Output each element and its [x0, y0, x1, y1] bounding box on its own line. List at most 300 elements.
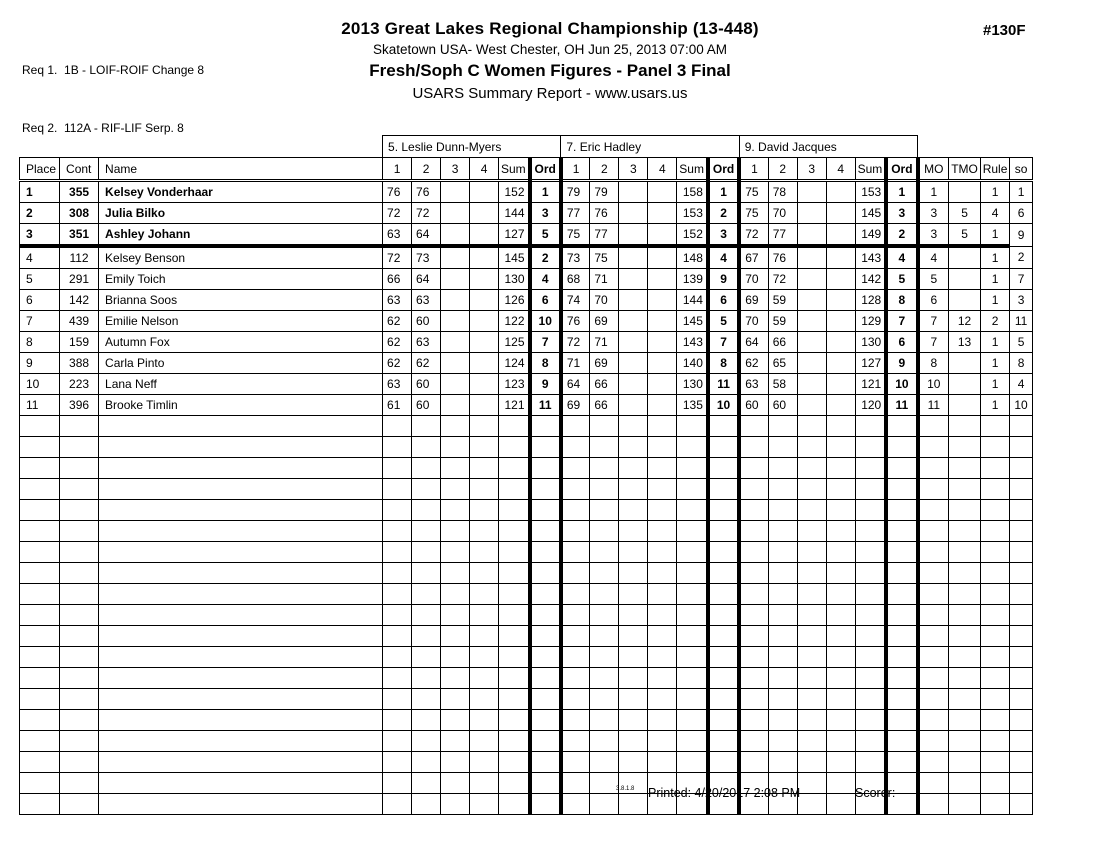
- cell-so: 10: [1010, 395, 1033, 416]
- empty-row: [20, 500, 1033, 521]
- cell-judge1-score2: [412, 416, 441, 437]
- cell-judge1-score4: [470, 311, 499, 332]
- cell-judge3-ord: [886, 605, 917, 626]
- empty-row: [20, 752, 1033, 773]
- cell-so: 7: [1010, 269, 1033, 290]
- cell-judge2-score2: [590, 668, 619, 689]
- cell-so: [1010, 584, 1033, 605]
- cell-skater-name: [99, 752, 383, 773]
- cell-judge1-score3: [441, 479, 470, 500]
- cell-skater-name: [99, 542, 383, 563]
- cell-mo: [918, 710, 949, 731]
- cell-judge1-ord: 3: [530, 203, 561, 224]
- cell-judge3-sum: [855, 521, 886, 542]
- cell-mo: 10: [918, 374, 949, 395]
- cell-judge1-score3: [441, 458, 470, 479]
- cell-judge1-score1: [383, 521, 412, 542]
- cell-judge2-score2: [590, 605, 619, 626]
- header-spacer-left: [20, 136, 383, 158]
- cell-judge3-score3: [797, 395, 826, 416]
- cell-judge3-score2: [768, 437, 797, 458]
- cell-skater-name: [99, 437, 383, 458]
- cell-judge3-ord: [886, 668, 917, 689]
- cell-skater-name: [99, 668, 383, 689]
- cell-judge1-ord: [530, 458, 561, 479]
- cell-judge2-score3: [619, 395, 648, 416]
- cell-judge1-sum: [499, 458, 530, 479]
- cell-skater-name: [99, 563, 383, 584]
- cell-judge3-score4: [826, 710, 855, 731]
- col-header-mo: MO: [918, 158, 949, 181]
- cell-judge2-ord: 3: [708, 224, 739, 247]
- result-row: [20, 332, 1033, 353]
- cell-judge1-ord: [530, 437, 561, 458]
- cell-judge1-score3: [441, 731, 470, 752]
- cell-tmo: [949, 563, 981, 584]
- cell-judge3-score4: [826, 500, 855, 521]
- cell-judge1-score3: [441, 500, 470, 521]
- cell-judge2-ord: [708, 584, 739, 605]
- cell-judge3-sum: 121: [855, 374, 886, 395]
- col-header-judge1-ord: Ord: [530, 158, 561, 181]
- cell-judge3-score2: 66: [768, 332, 797, 353]
- cell-judge3-score3: [797, 626, 826, 647]
- cell-judge2-score4: [648, 584, 677, 605]
- cell-tmo: [949, 416, 981, 437]
- cell-judge2-score3: [619, 269, 648, 290]
- cell-contestant-number: [60, 752, 99, 773]
- cell-judge2-score4: [648, 605, 677, 626]
- cell-rule: 1: [981, 332, 1010, 353]
- cell-judge1-score4: [470, 395, 499, 416]
- cell-judge2-score4: [648, 689, 677, 710]
- cell-judge3-sum: [855, 479, 886, 500]
- cell-tmo: [949, 353, 981, 374]
- printed-timestamp: Printed: 4/20/2017 2:08 PM: [648, 786, 801, 800]
- empty-row: [20, 521, 1033, 542]
- cell-judge2-score2: [590, 710, 619, 731]
- cell-judge3-score1: [739, 626, 768, 647]
- cell-judge3-ord: 2: [886, 224, 917, 247]
- empty-row: [20, 479, 1033, 500]
- cell-judge2-ord: [708, 563, 739, 584]
- cell-judge2-score4: [648, 416, 677, 437]
- cell-judge1-score3: [441, 626, 470, 647]
- cell-judge3-score4: [826, 311, 855, 332]
- cell-judge1-score3: [441, 584, 470, 605]
- cell-judge2-score1: [561, 647, 590, 668]
- cell-judge1-ord: [530, 647, 561, 668]
- cell-judge1-score2: [412, 752, 441, 773]
- cell-judge1-score4: [470, 752, 499, 773]
- cell-judge2-ord: 2: [708, 203, 739, 224]
- cell-judge3-sum: [855, 626, 886, 647]
- empty-row: [20, 542, 1033, 563]
- cell-judge1-sum: 144: [499, 203, 530, 224]
- cell-judge2-score2: [590, 584, 619, 605]
- cell-judge2-score4: [648, 626, 677, 647]
- col-header-judge1-2: 2: [412, 158, 441, 181]
- cell-judge2-ord: [708, 647, 739, 668]
- cell-contestant-number: [60, 479, 99, 500]
- cell-judge3-ord: [886, 458, 917, 479]
- cell-judge3-score2: 70: [768, 203, 797, 224]
- cell-tmo: [949, 584, 981, 605]
- cell-judge3-score1: 69: [739, 290, 768, 311]
- cell-judge1-sum: [499, 626, 530, 647]
- cell-judge3-score3: [797, 311, 826, 332]
- col-header-judge3-1: 1: [739, 158, 768, 181]
- cell-judge3-score4: [826, 416, 855, 437]
- cell-judge2-score3: [619, 479, 648, 500]
- cell-place: [20, 668, 60, 689]
- cell-judge2-score1: 77: [561, 203, 590, 224]
- cell-judge3-score3: [797, 752, 826, 773]
- cell-judge1-sum: [499, 437, 530, 458]
- cell-rule: [981, 521, 1010, 542]
- cell-judge1-sum: 130: [499, 269, 530, 290]
- cell-judge1-score1: [383, 647, 412, 668]
- cell-judge1-score2: [412, 500, 441, 521]
- cell-judge1-sum: [499, 647, 530, 668]
- cell-judge1-score4: [470, 731, 499, 752]
- cell-judge2-ord: 1: [708, 181, 739, 203]
- cell-judge1-score4: [470, 542, 499, 563]
- result-row: [20, 269, 1033, 290]
- cell-judge3-score3: [797, 521, 826, 542]
- cell-judge2-score2: 69: [590, 353, 619, 374]
- cell-judge3-score2: [768, 563, 797, 584]
- cell-tmo: [949, 752, 981, 773]
- cell-judge1-sum: 124: [499, 353, 530, 374]
- cell-judge3-score2: [768, 458, 797, 479]
- cell-judge1-ord: 2: [530, 246, 561, 269]
- cell-judge1-score1: 72: [383, 246, 412, 269]
- cell-judge3-sum: [855, 752, 886, 773]
- cell-judge1-ord: [530, 668, 561, 689]
- cell-so: [1010, 542, 1033, 563]
- cell-mo: 3: [918, 203, 949, 224]
- cell-judge3-score1: [739, 458, 768, 479]
- cell-judge3-score2: 60: [768, 395, 797, 416]
- cell-mo: 4: [918, 246, 949, 269]
- cell-judge3-ord: [886, 626, 917, 647]
- cell-judge1-sum: [499, 521, 530, 542]
- cell-judge3-ord: 4: [886, 246, 917, 269]
- cell-judge1-score1: [383, 626, 412, 647]
- cell-tmo: [949, 710, 981, 731]
- cell-judge2-sum: [677, 668, 708, 689]
- cell-contestant-number: 396: [60, 395, 99, 416]
- cell-judge1-score1: 62: [383, 311, 412, 332]
- cell-judge1-score3: [441, 605, 470, 626]
- cell-judge1-score1: [383, 752, 412, 773]
- cell-skater-name: Carla Pinto: [99, 353, 383, 374]
- cell-judge1-sum: [499, 605, 530, 626]
- cell-judge1-score1: 62: [383, 353, 412, 374]
- cell-contestant-number: 351: [60, 224, 99, 247]
- cell-judge2-ord: [708, 479, 739, 500]
- col-header-judge2-1: 1: [561, 158, 590, 181]
- cell-skater-name: Brooke Timlin: [99, 395, 383, 416]
- cell-judge2-score2: 66: [590, 374, 619, 395]
- cell-judge3-score1: [739, 605, 768, 626]
- cell-mo: 3: [918, 224, 949, 247]
- cell-judge3-score4: [826, 605, 855, 626]
- cell-judge3-score2: [768, 626, 797, 647]
- cell-judge1-score1: [383, 479, 412, 500]
- cell-contestant-number: [60, 542, 99, 563]
- cell-so: 5: [1010, 332, 1033, 353]
- cell-mo: [918, 689, 949, 710]
- cell-judge3-score4: [826, 290, 855, 311]
- cell-judge2-score3: [619, 584, 648, 605]
- cell-rule: [981, 563, 1010, 584]
- cell-contestant-number: 355: [60, 181, 99, 203]
- cell-judge3-ord: [886, 689, 917, 710]
- cell-judge1-score4: [470, 626, 499, 647]
- cell-judge2-ord: 11: [708, 374, 739, 395]
- result-row: [20, 181, 1033, 203]
- cell-judge1-score4: [470, 479, 499, 500]
- cell-judge2-score4: [648, 290, 677, 311]
- cell-judge2-score4: [648, 710, 677, 731]
- cell-judge2-score1: [561, 668, 590, 689]
- cell-judge3-score1: [739, 689, 768, 710]
- cell-judge2-score4: [648, 395, 677, 416]
- cell-judge2-score2: 66: [590, 395, 619, 416]
- cell-contestant-number: [60, 710, 99, 731]
- cell-judge2-score1: 73: [561, 246, 590, 269]
- cell-judge2-sum: [677, 626, 708, 647]
- cell-judge3-ord: 11: [886, 395, 917, 416]
- cell-judge3-score1: 70: [739, 269, 768, 290]
- cell-mo: [918, 479, 949, 500]
- cell-judge2-score1: 79: [561, 181, 590, 203]
- cell-judge3-score2: [768, 731, 797, 752]
- cell-judge2-sum: 158: [677, 181, 708, 203]
- cell-judge3-score1: 60: [739, 395, 768, 416]
- col-header-judge2-4: 4: [648, 158, 677, 181]
- cell-judge2-ord: [708, 521, 739, 542]
- col-header-judge2-2: 2: [590, 158, 619, 181]
- cell-skater-name: [99, 479, 383, 500]
- empty-row: [20, 668, 1033, 689]
- cell-judge2-sum: 153: [677, 203, 708, 224]
- cell-judge2-score3: [619, 689, 648, 710]
- cell-judge3-score3: [797, 542, 826, 563]
- cell-judge1-sum: 145: [499, 246, 530, 269]
- cell-rule: [981, 458, 1010, 479]
- cell-judge1-ord: 11: [530, 395, 561, 416]
- cell-place: 10: [20, 374, 60, 395]
- cell-tmo: 13: [949, 332, 981, 353]
- cell-judge2-score3: [619, 731, 648, 752]
- cell-so: [1010, 479, 1033, 500]
- cell-judge2-score4: [648, 203, 677, 224]
- cell-judge2-ord: [708, 605, 739, 626]
- cell-judge3-sum: [855, 584, 886, 605]
- cell-so: [1010, 521, 1033, 542]
- cell-judge1-score4: [470, 647, 499, 668]
- col-header-judge1-sum: Sum: [499, 158, 530, 181]
- cell-judge1-score3: [441, 542, 470, 563]
- col-header-judge1-1: 1: [383, 158, 412, 181]
- cell-judge3-score4: [826, 246, 855, 269]
- cell-skater-name: Julia Bilko: [99, 203, 383, 224]
- cell-judge1-ord: [530, 731, 561, 752]
- col-header-judge3-3: 3: [797, 158, 826, 181]
- cell-rule: 1: [981, 269, 1010, 290]
- cell-judge3-score1: [739, 416, 768, 437]
- cell-judge2-ord: 7: [708, 332, 739, 353]
- cell-judge1-sum: 123: [499, 374, 530, 395]
- cell-skater-name: Ashley Johann: [99, 224, 383, 247]
- cell-judge2-sum: [677, 710, 708, 731]
- cell-judge2-score4: [648, 563, 677, 584]
- cell-judge1-score2: 60: [412, 311, 441, 332]
- col-header-tmo: TMO: [949, 158, 981, 181]
- cell-judge1-ord: [530, 416, 561, 437]
- cell-judge2-score2: 70: [590, 290, 619, 311]
- cell-judge3-score2: 78: [768, 181, 797, 203]
- cell-judge3-score3: [797, 246, 826, 269]
- cell-judge1-score2: [412, 437, 441, 458]
- cell-judge1-score4: [470, 416, 499, 437]
- cell-judge3-score4: [826, 203, 855, 224]
- cell-judge3-score3: [797, 181, 826, 203]
- cell-judge2-sum: [677, 416, 708, 437]
- cell-judge2-ord: 5: [708, 311, 739, 332]
- cell-place: 3: [20, 224, 60, 247]
- cell-tmo: [949, 542, 981, 563]
- cell-skater-name: Kelsey Benson: [99, 246, 383, 269]
- cell-judge2-sum: [677, 458, 708, 479]
- cell-judge1-ord: [530, 752, 561, 773]
- cell-judge3-score4: [826, 647, 855, 668]
- cell-judge1-score2: [412, 458, 441, 479]
- cell-judge3-score1: 72: [739, 224, 768, 247]
- cell-place: 6: [20, 290, 60, 311]
- cell-judge2-score1: [561, 416, 590, 437]
- cell-so: 3: [1010, 290, 1033, 311]
- cell-judge1-score1: [383, 542, 412, 563]
- cell-tmo: [949, 605, 981, 626]
- cell-judge2-score4: [648, 246, 677, 269]
- cell-judge1-score4: [470, 668, 499, 689]
- cell-judge2-score1: [561, 584, 590, 605]
- cell-judge2-score4: [648, 752, 677, 773]
- cell-tmo: [949, 521, 981, 542]
- cell-judge1-score4: [470, 458, 499, 479]
- cell-mo: [918, 542, 949, 563]
- cell-so: [1010, 731, 1033, 752]
- cell-judge1-score3: [441, 374, 470, 395]
- cell-judge3-ord: 9: [886, 353, 917, 374]
- cell-judge2-score3: [619, 500, 648, 521]
- cell-place: [20, 416, 60, 437]
- empty-row: [20, 605, 1033, 626]
- cell-rule: [981, 752, 1010, 773]
- cell-judge3-score2: [768, 710, 797, 731]
- cell-judge1-score2: [412, 521, 441, 542]
- cell-judge2-score1: 69: [561, 395, 590, 416]
- cell-judge3-sum: 142: [855, 269, 886, 290]
- cell-judge3-sum: [855, 500, 886, 521]
- cell-judge3-score4: [826, 374, 855, 395]
- cell-judge1-score2: [412, 731, 441, 752]
- cell-so: [1010, 500, 1033, 521]
- col-header-rule: Rule: [981, 158, 1010, 181]
- cell-judge1-ord: 8: [530, 353, 561, 374]
- cell-mo: [918, 416, 949, 437]
- cell-judge1-ord: 5: [530, 224, 561, 247]
- cell-judge2-score3: [619, 458, 648, 479]
- cell-place: [20, 605, 60, 626]
- cell-judge3-score1: [739, 752, 768, 773]
- cell-judge3-score2: [768, 584, 797, 605]
- cell-contestant-number: [60, 626, 99, 647]
- cell-judge1-score2: [412, 689, 441, 710]
- cell-judge2-score1: 64: [561, 374, 590, 395]
- cell-so: [1010, 605, 1033, 626]
- cell-judge3-score4: [826, 479, 855, 500]
- cell-judge2-sum: 144: [677, 290, 708, 311]
- cell-judge1-sum: 126: [499, 290, 530, 311]
- cell-tmo: [949, 731, 981, 752]
- cell-mo: 7: [918, 311, 949, 332]
- cell-judge2-sum: [677, 563, 708, 584]
- cell-judge1-ord: 9: [530, 374, 561, 395]
- cell-judge2-score2: [590, 542, 619, 563]
- cell-judge1-score4: [470, 224, 499, 247]
- col-header-name: Name: [99, 158, 383, 181]
- cell-judge3-score3: [797, 353, 826, 374]
- cell-judge1-score4: [470, 689, 499, 710]
- cell-judge3-score1: 75: [739, 203, 768, 224]
- cell-tmo: 5: [949, 203, 981, 224]
- cell-rule: 1: [981, 246, 1010, 269]
- req-line-2: Req 2. 112A - RIF-LIF Serp. 8: [22, 120, 184, 135]
- cell-judge3-sum: [855, 668, 886, 689]
- cell-judge1-score2: 63: [412, 290, 441, 311]
- cell-tmo: [949, 395, 981, 416]
- cell-judge2-score4: [648, 311, 677, 332]
- cell-judge3-score2: [768, 605, 797, 626]
- cell-judge2-sum: [677, 752, 708, 773]
- cell-place: 11: [20, 395, 60, 416]
- col-header-place: Place: [20, 158, 60, 181]
- cell-judge3-score2: 59: [768, 311, 797, 332]
- judge-name-header: 7. Eric Hadley: [561, 136, 739, 158]
- cell-judge2-score4: [648, 269, 677, 290]
- cell-judge2-score4: [648, 353, 677, 374]
- cell-contestant-number: 112: [60, 246, 99, 269]
- cell-judge3-score2: 65: [768, 353, 797, 374]
- cell-contestant-number: 159: [60, 332, 99, 353]
- cell-judge1-score4: [470, 181, 499, 203]
- cell-rule: [981, 647, 1010, 668]
- cell-judge3-ord: 5: [886, 269, 917, 290]
- cell-judge1-ord: 4: [530, 269, 561, 290]
- result-row: [20, 374, 1033, 395]
- cell-judge2-score3: [619, 647, 648, 668]
- cell-rule: 2: [981, 311, 1010, 332]
- cell-judge2-sum: 139: [677, 269, 708, 290]
- cell-judge3-score4: [826, 437, 855, 458]
- cell-tmo: [949, 246, 981, 269]
- cell-mo: [918, 626, 949, 647]
